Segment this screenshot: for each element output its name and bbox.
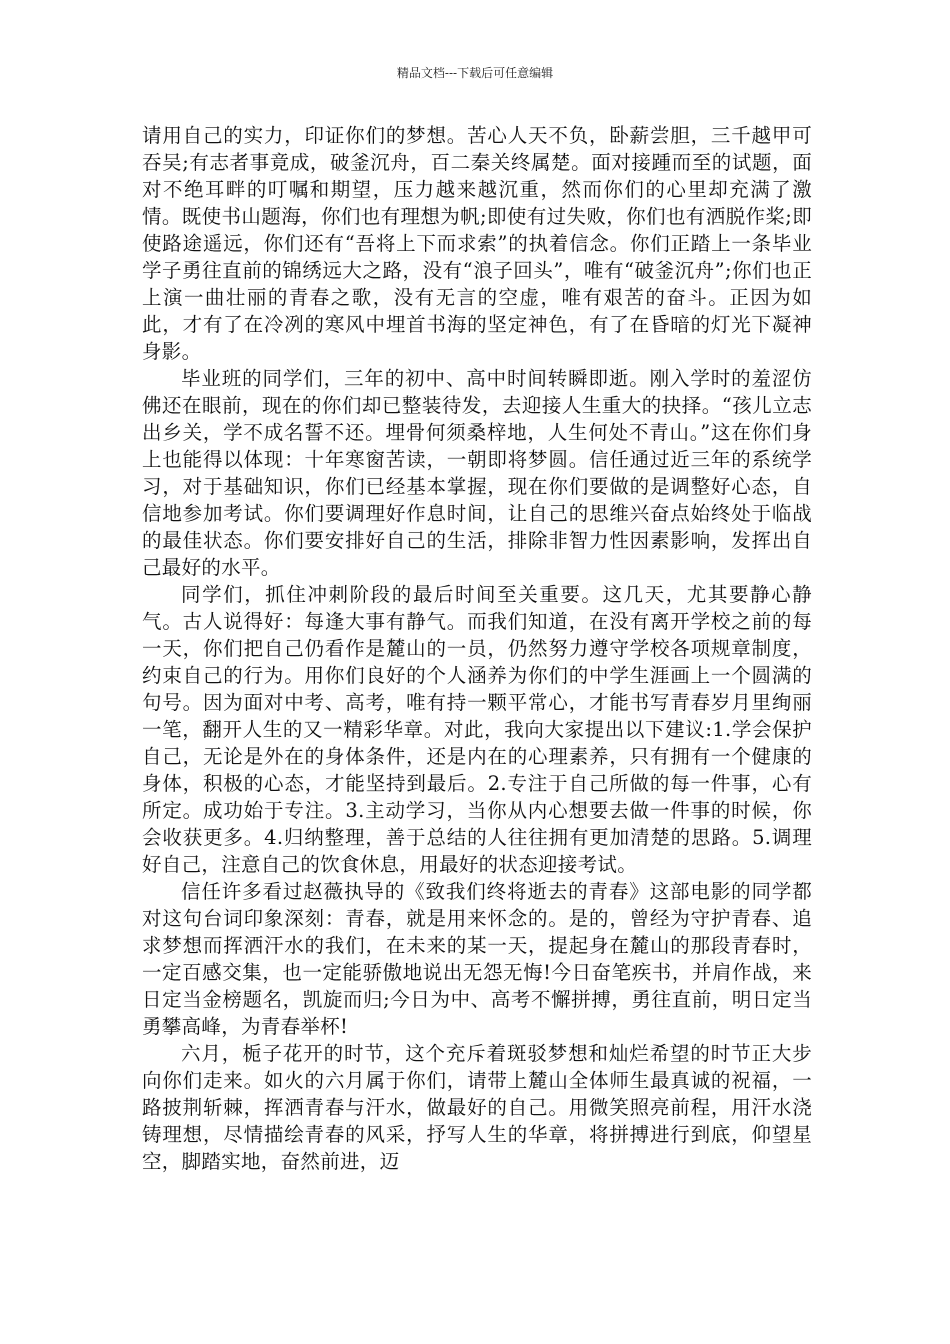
paragraph-3: 同学们，抓住冲刺阶段的最后时间至关重要。这几天，尤其要静心静气。古人说得好：每逢大事有静气。而我们知道，在没有离开学校之前的每一天，你们把自己仍看作是麓山的一员，仍然努力遵守学校各项规章制度，约束自己的行为。用你们良好的个人涵养为你们的中学生涯画上一个圆满的句号。因为面对中考、高考，唯有持一颗平常心，才能书写青春岁月里绚丽一笔，翻开人生的又一精彩华章。对此，我向大家提出以下建议:1.学会保护自己，无论是外在的身体条件，还是内在的心理素养，只有拥有一个健康的身体，积极的心态，才能坚持到最后。2.专注于自己所做的每一件事，心有所定。成功始于专注。3.主动学习，当你从内心想要去做一件事的时候，你会收获更多。4.归纳整理，善于总结的人往往拥有更加清楚的思路。5.调理好自己，注意自己的饮食休息，用最好的状态迎接考试。 [142,583,812,876]
paragraph-4: 信任许多看过赵薇执导的《致我们终将逝去的青春》这部电影的同学都对这句台词印象深刻：青春，就是用来怀念的。是的，曾经为守护青春、追求梦想而挥洒汗水的我们，在未来的某一天，提起身在麓山的那段青春时，一定百感交集，也一定能骄傲地说出无怨无悔!今日奋笔疾书，并肩作战，来日定当金榜题名，凯旋而归;今日为中、高考不懈拼搏，勇往直前，明日定当勇攀高峰，为青春举杯! [142,880,812,1038]
page-header: 精品文档---下载后可任意编辑 [396,66,554,80]
document-body [142,122,812,1175]
paragraph-5: 六月，栀子花开的时节，这个充斥着斑驳梦想和灿烂希望的时节正大步向你们走来。如火的六月属于你们，请带上麓山全体师生最真诚的祝福，一路披荆斩棘，挥洒青春与汗水，做最好的自己。用微笑照亮前程，用汗水浇铸理想，尽情描绘青春的风采，抒写人生的华章，将拼搏进行到底，仰望星空，脚踏实地，奋然前进，迈 [142,1042,812,1173]
paragraph-2: 毕业班的同学们，三年的初中、高中时间转瞬即逝。刚入学时的羞涩仿佛还在眼前，现在的你们却已整装待发，去迎接人生重大的抉择。“孩儿立志出乡关，学不成名誓不还。埋骨何须桑梓地，人生何处不青山。”这在你们身上也能得以体现：十年寒窗苦读，一朝即将梦圆。信任通过近三年的系统学习，对于基础知识，你们已经基本掌握，现在你们要做的是调整好心态，自信地参加考试。你们要调理好作息时间，让自己的思维兴奋点始终处于临战的最佳状态。你们要安排好自己的生活，排除非智力性因素影响，发挥出自己最好的水平。 [142,367,812,579]
paragraph-1: 请用自己的实力，印证你们的梦想。苦心人天不负，卧薪尝胆，三千越甲可吞吴;有志者事竟成，破釜沉舟，百二秦关终属楚。面对接踵而至的试题，面对不绝耳畔的叮嘱和期望，压力越来越沉重，然而你们的心里却充满了激情。既使书山题海，你们也有理想为帆;即使有过失败，你们也有洒脱作桨;即使路途遥远，你们还有“吾将上下而求索”的执着信念。你们正踏上一条毕业学子勇往直前的锦绣远大之路，没有“浪子回头”，唯有“破釜沉舟”;你们也正上演一曲壮丽的青春之歌，没有无言的空虚，唯有艰苦的奋斗。正因为如此，才有了在冷冽的寒风中埋首书海的坚定神色，有了在昏暗的灯光下凝神身影。 [142,124,812,363]
